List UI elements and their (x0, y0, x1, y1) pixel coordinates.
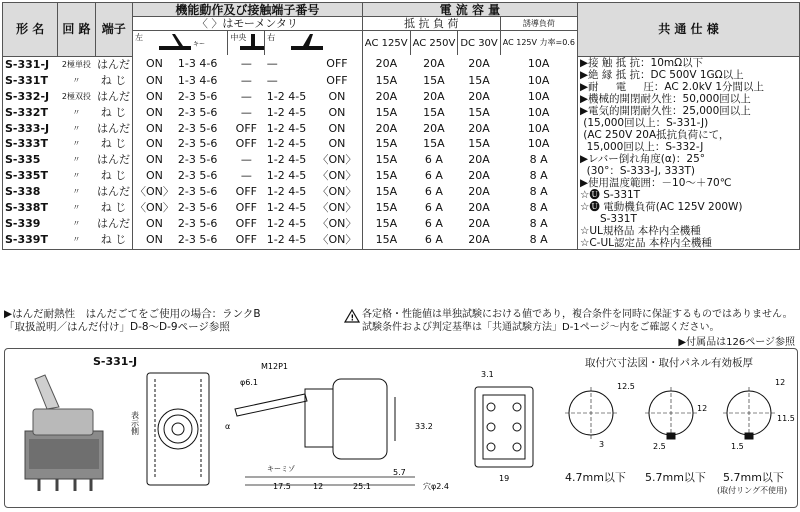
cell-re: 〈ON〉 (317, 201, 357, 215)
cell-re: ON (328, 121, 346, 135)
cell-model: S-339T (3, 232, 58, 249)
cell-re: ON (328, 137, 346, 151)
header-terminal: 端子 (95, 3, 133, 57)
cell-a3: 20A (458, 232, 500, 249)
cell-r: — (266, 73, 278, 87)
drawing-box (4, 348, 798, 508)
cell-a1: 20A (362, 89, 410, 105)
cell-re: 〈ON〉 (317, 153, 357, 167)
cell-re: ON (328, 105, 346, 119)
cell-a2: 15A (423, 105, 445, 119)
cell-a1: 15A (362, 232, 410, 249)
header-function: 機能動作及び接触端子番号 (133, 3, 363, 17)
bottom-view (475, 387, 533, 467)
dim-31: 3.1 (481, 370, 494, 379)
cell-l: ON (133, 232, 176, 249)
label-hyoji: 表示側 (130, 411, 140, 435)
cell-a1: 15A (362, 216, 410, 232)
header-ac250: AC 250V (410, 31, 458, 56)
header-current: 電 流 容 量 (362, 3, 577, 17)
header-resistive: 抵 抗 負 荷 (362, 17, 500, 31)
cell-circuit: 〃 (72, 171, 81, 181)
spec-table (2, 2, 800, 250)
cell-a4: 10A (500, 56, 577, 73)
front-view (147, 373, 209, 485)
cell-model: S-338 (3, 184, 58, 200)
note-accessories: ▶付属品は126ページ参照 (678, 337, 795, 348)
cell-lp: 2-3 5-6 (176, 232, 228, 249)
switch-photo (25, 375, 103, 491)
caution-icon (344, 309, 360, 323)
hole-2-label: 5.7mm以下 (645, 471, 706, 484)
panel-title: 取付穴寸法図・取付パネル有効板厚 (585, 357, 753, 369)
dim-125: 12.5 (617, 382, 635, 391)
cell-a1: 20A (362, 56, 410, 73)
header-model: 形 名 (3, 3, 58, 57)
cell-l: ON (133, 168, 176, 184)
cell-circuit: 〃 (72, 203, 81, 213)
cell-l: 〈ON〉 (133, 184, 176, 200)
dim-57: 5.7 (393, 468, 406, 477)
cell-a3: 15A (468, 73, 490, 87)
cell-a3: 20A (468, 89, 490, 103)
cell-c: — (240, 153, 252, 167)
dim-115: 11.5 (777, 414, 795, 423)
side-view (235, 379, 415, 485)
common-spec-line: (30°：S-333-J, 333T) (579, 164, 696, 177)
cell-model: S-331T (3, 73, 58, 89)
cell-term: はんだ (97, 89, 130, 103)
cell-lp: 2-3 5-6 (177, 217, 218, 231)
cell-c: — (240, 169, 252, 183)
cell-circuit: 〃 (72, 75, 81, 85)
cell-lp: 2-3 5-6 (177, 105, 218, 119)
cell-circuit: 〃 (72, 219, 81, 229)
cell-a3: 15A (468, 105, 490, 119)
panel-hole-3 (723, 387, 775, 439)
cell-a2: 6 A (410, 232, 458, 249)
cell-c: — (240, 105, 252, 119)
cell-r: 1-2 4-5 (265, 232, 312, 249)
cell-lp: 2-3 5-6 (177, 137, 218, 151)
common-spec-line: ▶電気的開閉耐久性：25,000回以上 (579, 104, 751, 117)
cell-re: 〈ON〉 (317, 217, 357, 231)
dim-175: 17.5 (273, 482, 291, 491)
lever-left-icon (155, 32, 215, 54)
cell-r: 1-2 4-5 (266, 105, 307, 119)
cell-circuit: 〃 (72, 139, 81, 149)
cell-term: はんだ (97, 153, 130, 167)
common-spec-line: ☆🅤 電動機負荷(AC 125V 200W) (579, 200, 743, 213)
header-dc30: DC 30V (458, 31, 500, 56)
cell-a4: 10A (500, 137, 577, 153)
cell-lp: 2-3 5-6 (177, 169, 218, 183)
cell-l: ON (133, 73, 176, 89)
cell-a4: 10A (500, 89, 577, 105)
cell-a4: 8 A (500, 168, 577, 184)
cell-a1: 15A (362, 184, 410, 200)
common-spec-line: ▶絶 縁 抵 抗：DC 500V 1GΩ以上 (579, 68, 744, 81)
cell-r: 1-2 4-5 (266, 169, 307, 183)
cell-re: 〈ON〉 (317, 169, 357, 183)
dim-251: 25.1 (353, 482, 371, 491)
cell-circuit: 〃 (58, 232, 95, 249)
cell-lp: 2-3 5-6 (177, 201, 218, 215)
cell-r: 1-2 4-5 (266, 137, 307, 151)
cell-a3: 20A (468, 121, 490, 135)
cell-a1: 15A (362, 105, 410, 121)
dim-12b: 12 (697, 404, 708, 413)
cell-a1: 15A (362, 152, 410, 168)
cell-re: 〈ON〉 (317, 185, 357, 199)
cell-re: 〈ON〉 (312, 232, 362, 249)
note-test-method: 試験条件および判定基準は「共通試験方法」D-1ページ〜内をご確認ください。 (362, 322, 720, 333)
common-spec-line: ▶レバー倒れ角度(α)：25° (579, 152, 706, 165)
dim-15: 1.5 (731, 442, 744, 451)
cell-a4: 8 A (500, 200, 577, 216)
table-row (3, 56, 800, 73)
dimension-drawing (5, 349, 799, 509)
cell-a4: 8 A (500, 152, 577, 168)
cell-c: OFF (235, 217, 257, 231)
dim-alpha: α (225, 422, 231, 431)
cell-model: S-333T (3, 137, 58, 153)
common-spec-line: ▶機械的開閉耐久性：50,000回以上 (579, 92, 751, 105)
header-ind-ac: AC 125V 力率=0.6 (500, 31, 577, 56)
cell-a2: 6 A (424, 153, 443, 167)
common-spec-line: ☆C-UL認定品 本枠内全機種 (579, 236, 712, 249)
cell-term: はんだ (97, 185, 130, 199)
cell-re: OFF (326, 57, 348, 71)
cell-a3: 20A (468, 217, 490, 231)
hole-3-label: 5.7mm以下 (723, 471, 784, 484)
cell-l: ON (133, 105, 176, 121)
cell-a1: 15A (362, 200, 410, 216)
cell-r: 1-2 4-5 (266, 201, 307, 215)
pos-right-label: 右 (267, 33, 276, 42)
cell-re: ON (328, 89, 346, 103)
common-spec-line: ☆UL規格品 本枠内全機種 (579, 224, 701, 237)
dim-m12p1: M12P1 (261, 362, 288, 371)
common-spec-line: (AC 250V 20A抵抗負荷にて， (579, 128, 730, 141)
cell-l: ON (133, 89, 176, 105)
cell-a1: 20A (362, 121, 410, 137)
cell-a2: 20A (423, 121, 445, 135)
cell-model: S-331-J (3, 56, 58, 73)
cell-a2: 15A (423, 137, 445, 151)
cell-a3: 20A (468, 169, 490, 183)
lever-center-icon (232, 32, 264, 54)
cell-a2: 6 A (424, 217, 443, 231)
cell-term: はんだ (97, 57, 130, 71)
cell-model: S-339 (3, 216, 58, 232)
cell-l: ON (133, 152, 176, 168)
panel-hole-1 (565, 387, 617, 439)
svg-text:キー: キー (193, 41, 206, 48)
cell-model: S-335 (3, 152, 58, 168)
dim-hole: 穴φ2.4 (423, 482, 449, 491)
cell-circuit: 2極双投 (61, 91, 91, 101)
cell-term: ね じ (95, 232, 133, 249)
cell-a4: 8 A (500, 184, 577, 200)
cell-term: ね じ (100, 105, 127, 119)
header-common: 共 通 仕 様 (577, 3, 799, 57)
cell-l: ON (133, 137, 176, 153)
cell-model: S-332T (3, 105, 58, 121)
hole-3-note: (取付リング不使用) (717, 486, 788, 495)
dim-19: 19 (499, 474, 510, 483)
cell-model: S-332-J (3, 89, 58, 105)
cell-model: S-333-J (3, 121, 58, 137)
cell-circuit: 〃 (72, 107, 81, 117)
cell-term: ね じ (100, 201, 127, 215)
cell-circuit: 〃 (72, 187, 81, 197)
dim-25: 2.5 (653, 442, 666, 451)
header-ac125: AC 125V (362, 31, 410, 56)
cell-r: 1-2 4-5 (266, 153, 307, 167)
cell-model: S-338T (3, 200, 58, 216)
cell-lp: 2-3 5-6 (177, 185, 218, 199)
common-spec-line: ▶接 触 抵 抗：10mΩ以下 (579, 56, 704, 69)
cell-a3: 20A (468, 57, 490, 71)
cell-circuit: 〃 (72, 123, 81, 133)
common-spec-line: ▶耐 電 圧：AC 2.0kV 1分間以上 (579, 80, 765, 93)
cell-c: OFF (235, 185, 257, 199)
cell-r: 1-2 4-5 (266, 185, 307, 199)
cell-r: 1-2 4-5 (266, 121, 307, 135)
cell-c: — (240, 89, 252, 103)
cell-a1: 15A (362, 168, 410, 184)
cell-lp: 2-3 5-6 (177, 121, 218, 135)
dim-332: 33.2 (415, 422, 433, 431)
pos-left-label: 左 (135, 33, 143, 42)
cell-a2: 6 A (424, 185, 443, 199)
cell-r: — (266, 57, 278, 71)
header-induction: 誘導負荷 (500, 17, 577, 31)
drawing-model: S-331-J (93, 355, 138, 368)
cell-term: はんだ (97, 217, 130, 231)
cell-a2: 6 A (424, 201, 443, 215)
cell-c: OFF (235, 201, 257, 215)
cell-c: OFF (235, 121, 257, 135)
cell-lp: 2-3 5-6 (177, 89, 218, 103)
cell-c: — (240, 73, 252, 87)
cell-a3: 20A (468, 185, 490, 199)
cell-circuit: 〃 (72, 155, 81, 165)
cell-term: はんだ (97, 121, 130, 135)
cell-r: 1-2 4-5 (266, 89, 307, 103)
cell-lp: 1-3 4-6 (177, 73, 218, 87)
cell-l: 〈ON〉 (133, 200, 176, 216)
header-circuit: 回 路 (58, 3, 95, 57)
cell-a1: 15A (362, 137, 410, 153)
cell-a2: 6 A (424, 169, 443, 183)
pos-center-label: 中央 (230, 33, 247, 42)
cell-term: ね じ (100, 137, 127, 151)
cell-a4: 10A (500, 105, 577, 121)
lever-right-icon (287, 32, 347, 54)
panel-hole-2 (645, 387, 697, 439)
cell-lp: 1-3 4-6 (177, 57, 218, 71)
cell-a4: 8 A (500, 232, 577, 249)
cell-a2: 20A (423, 57, 445, 71)
dim-phi61: φ6.1 (240, 378, 258, 387)
common-spec (577, 56, 799, 249)
cell-l: ON (133, 56, 176, 73)
cell-l: ON (133, 216, 176, 232)
cell-a3: 20A (468, 153, 490, 167)
dim-12: 12 (313, 482, 324, 491)
cell-a2: 20A (423, 89, 445, 103)
cell-model: S-335T (3, 168, 58, 184)
note-solder-heat: ▶はんだ耐熱性 はんだごてをご使用の場合：ランクB (4, 308, 261, 320)
cell-a4: 10A (500, 73, 577, 89)
common-spec-line: (15,000回以上：S-331-J) (579, 116, 709, 129)
dim-key: キーミゾ (267, 465, 295, 473)
cell-lp: 2-3 5-6 (177, 153, 218, 167)
cell-a1: 15A (362, 73, 410, 89)
cell-c: OFF (235, 137, 257, 151)
cell-term: ね じ (100, 73, 127, 87)
common-spec-line: ▶使用温度範囲：－10～＋70℃ (579, 176, 732, 189)
note-ratings: 各定格・性能値は単独試験における値であり，複合条件を同時に保証するものではありません。 (362, 309, 793, 320)
cell-a3: 15A (468, 137, 490, 151)
cell-a3: 20A (468, 201, 490, 215)
cell-c: OFF (228, 232, 265, 249)
dim-12c: 12 (775, 378, 786, 387)
cell-circuit: 2極単投 (61, 59, 91, 69)
cell-a4: 8 A (500, 216, 577, 232)
hole-1-label: 4.7mm以下 (565, 471, 626, 484)
dim-3: 3 (599, 440, 605, 449)
common-spec-line: ☆🅤 S-331T (579, 188, 641, 201)
cell-c: — (240, 57, 252, 71)
cell-term: ね じ (100, 169, 127, 183)
cell-a2: 15A (423, 73, 445, 87)
common-spec-line: 15,000回以上：S-332-J (579, 140, 704, 153)
common-spec-line: S-331T (579, 212, 637, 225)
moment-note: 〈 〉はモーメンタリ (133, 17, 363, 31)
cell-a4: 10A (500, 121, 577, 137)
cell-re: OFF (326, 73, 348, 87)
svg-text:!: ! (350, 313, 355, 323)
cell-r: 1-2 4-5 (266, 217, 307, 231)
cell-l: ON (133, 121, 176, 137)
note-solder-ref: 「取扱説明／はんだ付け」D-8〜D-9ページ参照 (4, 321, 230, 333)
